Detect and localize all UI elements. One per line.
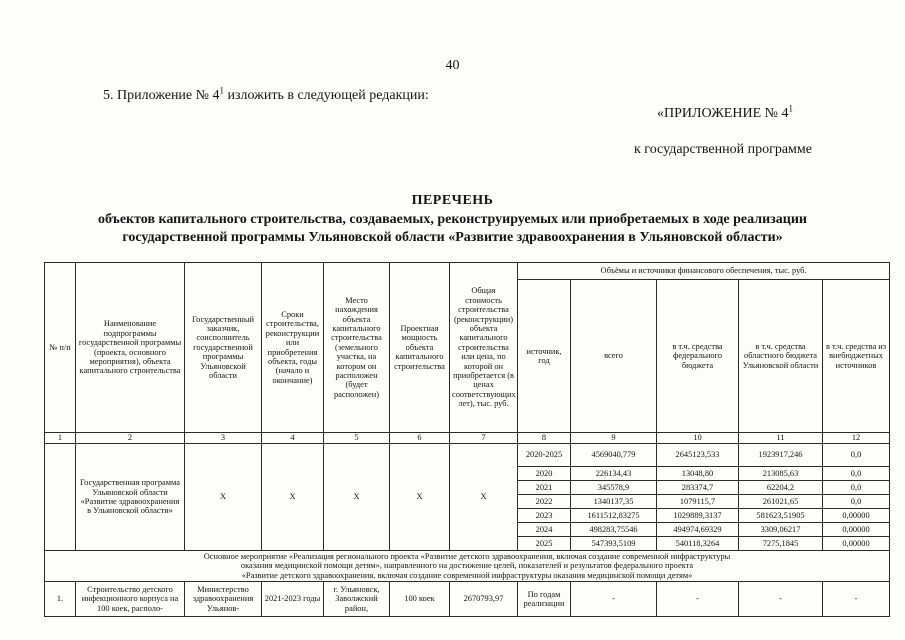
header-total: всего	[571, 280, 657, 433]
row-year: 2020	[518, 467, 571, 481]
row-total: 345578,9	[571, 481, 657, 495]
row-year: 2025	[518, 537, 571, 551]
row-federal: 494974,69329	[657, 523, 739, 537]
column-number: 1	[45, 433, 76, 444]
column-number: 12	[823, 433, 890, 444]
column-number: 6	[390, 433, 450, 444]
item-federal: -	[657, 582, 739, 617]
row-total: 1611512,83275	[571, 509, 657, 523]
program-mark: Х	[324, 444, 390, 551]
column-number: 10	[657, 433, 739, 444]
item-regional: -	[739, 582, 823, 617]
document-title: ПЕРЕЧЕНЬ	[411, 193, 494, 208]
section-title-line-3: «Развитие детского здравоохранения, включая создание современной инфраструктуры оказания медицинской помощи детям»	[241, 570, 693, 580]
item-name: Строительство детского инфекционного корпуса на 100 коек, располо-	[76, 582, 185, 617]
header-cost: Общая стоимость строительства (реконструкции) объекта капитального строительства или цена, по которой он приобретается (в ценах соответствующих лет), тыс. руб.	[450, 263, 518, 433]
instruction-tail: изложить в следующей редакции:	[224, 88, 429, 103]
table-row	[45, 444, 890, 467]
row-year: 2020-2025	[518, 444, 571, 467]
row-regional: 213085,63	[739, 467, 823, 481]
row-year: 2022	[518, 495, 571, 509]
row-year: 2021	[518, 481, 571, 495]
row-total: 1340137,35	[571, 495, 657, 509]
row-extra: 0,00000	[823, 509, 890, 523]
header-federal: в т.ч. средства федерального бюджета	[657, 280, 739, 433]
program-mark: Х	[390, 444, 450, 551]
row-regional: 581623,51905	[739, 509, 823, 523]
row-total: 498283,75546	[571, 523, 657, 537]
column-number: 4	[262, 433, 324, 444]
document-title-line-3: государственной программы Ульяновской области «Развитие здравоохранения в Ульяновской области»	[122, 230, 783, 245]
objects-table	[44, 262, 890, 617]
item-cost: 2670793,97	[450, 582, 518, 617]
item-source: По годам реализации	[518, 582, 571, 617]
column-number: 3	[185, 433, 262, 444]
section-row	[45, 551, 890, 582]
header-extra: в т.ч. средства из внебюджетных источников	[823, 280, 890, 433]
row-federal: 283374,7	[657, 481, 739, 495]
header-funding-group: Объёмы и источники финансового обеспечения, тыс. руб.	[518, 263, 890, 280]
section-title-line-2: оказания медицинской помощи детям», направленного на достижение целей, показателей и результатов федерального проекта	[240, 561, 694, 571]
program-num-cell	[45, 444, 76, 551]
column-number: 2	[76, 433, 185, 444]
item-terms: 2021-2023 годы	[262, 582, 324, 617]
instruction-text: 5. Приложение № 4	[103, 88, 220, 103]
row-regional: 261021,65	[739, 495, 823, 509]
row-regional: 1923917,246	[739, 444, 823, 467]
amendment-instruction	[103, 85, 429, 104]
item-num: 1.	[45, 582, 76, 617]
column-number: 8	[518, 433, 571, 444]
row-extra: 0,0	[823, 481, 890, 495]
program-mark: Х	[185, 444, 262, 551]
row-year: 2023	[518, 509, 571, 523]
row-regional: 7275,1845	[739, 537, 823, 551]
row-extra: 0,00000	[823, 537, 890, 551]
row-federal: 540118,3264	[657, 537, 739, 551]
header-name: Наименование подпрограммы государственной программы (проекта, основного мероприятия), объекта капитального строительства	[76, 263, 185, 433]
item-capacity: 100 коек	[390, 582, 450, 617]
header-customer: Государственный заказчик, соисполнитель государственной программы Ульяновской области	[185, 263, 262, 433]
row-federal: 1079115,7	[657, 495, 739, 509]
row-regional: 3309,06217	[739, 523, 823, 537]
item-total: -	[571, 582, 657, 617]
row-year: 2024	[518, 523, 571, 537]
item-customer: Министерство здравоохранения Ульянов-	[185, 582, 262, 617]
row-federal: 1029889,3137	[657, 509, 739, 523]
column-number: 7	[450, 433, 518, 444]
section-title-line-1: Основное мероприятие «Реализация регионального проекта «Развитие детского здравоохранения, включая создание современной инфраструктуры	[203, 551, 731, 561]
program-mark: Х	[262, 444, 324, 551]
header-terms: Сроки строительства, реконструкции или приобретения объекта, годы (начало и окончание)	[262, 263, 324, 433]
row-extra: 0,00000	[823, 523, 890, 537]
row-total: 547393,5109	[571, 537, 657, 551]
item-location: г. Ульяновск, Заволжский район,	[324, 582, 390, 617]
row-extra: 0,0	[823, 467, 890, 481]
row-total: 4569040,779	[571, 444, 657, 467]
header-capacity: Проектная мощность объекта капитального строительства	[390, 263, 450, 433]
row-federal: 13048,80	[657, 467, 739, 481]
item-extra: -	[823, 582, 890, 617]
row-extra: 0,0	[823, 444, 890, 467]
page-number: 40	[445, 58, 460, 73]
instruction-superscript: 1	[219, 85, 224, 96]
appendix-heading	[657, 103, 793, 122]
document-title-line-2: объектов капитального строительства, создаваемых, реконструируемых или приобретаемых в ходе реализации	[98, 212, 807, 227]
header-location: Место нахождения объекта капитального строительства (земельного участка, на котором он расположен (будет расположен)	[324, 263, 390, 433]
row-federal: 2645123,533	[657, 444, 739, 467]
program-name: Государственная программа Ульяновской области «Развитие здравоохранения в Ульяновской области»	[76, 444, 185, 551]
column-number: 5	[324, 433, 390, 444]
appendix-subtitle: к государственной программе	[634, 142, 812, 157]
row-extra: 0,0	[823, 495, 890, 509]
appendix-text: «ПРИЛОЖЕНИЕ № 4	[657, 106, 789, 121]
appendix-superscript: 1	[788, 103, 793, 114]
table-row	[45, 582, 890, 617]
column-number: 9	[571, 433, 657, 444]
header-num: № п/п	[45, 263, 76, 433]
program-mark: Х	[450, 444, 518, 551]
section-title	[45, 551, 890, 582]
row-regional: 62204,2	[739, 481, 823, 495]
header-source: источник, год	[518, 280, 571, 433]
column-number: 11	[739, 433, 823, 444]
row-total: 226134,43	[571, 467, 657, 481]
header-regional: в т.ч. средства областного бюджета Ульяновской области	[739, 280, 823, 433]
